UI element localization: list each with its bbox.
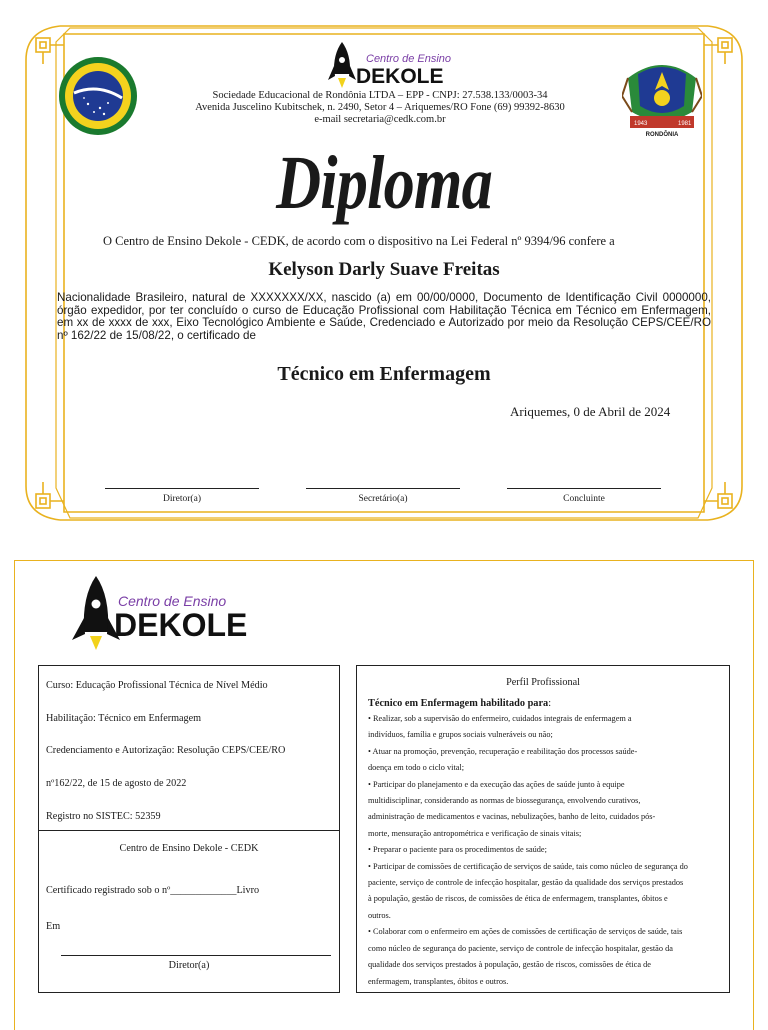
profile-line: morte, mensuração antropométrica e verificação de sinais vitais; — [368, 828, 582, 838]
professional-profile-box — [356, 665, 730, 993]
signature-label-secretary: Secretário(a) — [358, 494, 408, 504]
course-info-box — [38, 665, 340, 993]
profile-line: • Preparar o paciente para os procedimentos de saúde; — [368, 845, 547, 855]
header-company-line: Sociedade Educacional de Rondônia LTDA – EPP - CNPJ: 27.538.133/0003-34 — [212, 90, 548, 101]
profile-line: • Participar do planejamento e da execução das ações de saúde junto à equipe — [368, 779, 625, 789]
registry-signature-line — [61, 955, 331, 956]
coat-year-left: 1943 — [634, 121, 648, 127]
profile-line: enfermagem, transplantes, óbitos e outros. — [368, 976, 509, 986]
profile-line: • Realizar, sob a supervisão do enfermeiro, cuidados integrais de enfermagem a — [368, 714, 632, 723]
rondonia-coat-of-arms-icon — [622, 50, 702, 140]
registry-em: Em — [46, 921, 61, 932]
signature-line-secretary — [306, 488, 460, 489]
logo-large-small-text: Centro de Ensino — [118, 593, 227, 609]
profile-heading — [368, 698, 551, 709]
diploma-intro: O Centro de Ensino Dekole - CEDK, de acordo com o dispositivo na Lei Federal nº 9394/96 confere a — [103, 234, 615, 248]
field-habilitacao: Habilitação: Técnico em Enfermagem — [46, 713, 202, 724]
profile-line: qualidade dos serviços prestados à população, gestão de riscos, comissões de ética de — [368, 960, 651, 970]
rocket-icon — [328, 42, 356, 88]
diploma-body-text: Nacionalidade Brasileiro, natural de XXXXXXX/XX, nascido (a) em 00/00/0000, Documento de Identificação Civil 0000000, órgão expedidor, por ter concluído o curso de Educação Profissional com Habilitação Técnica em Técnico em Enfermagem, em xx de xxxx de xxx, Eixo Tecnológico Ambiente e Saúde, Credenciado e Autorizado por meio da Resolução CEPS/CEE/RO nº 162/22 de 15/08/22, o certificado de — [57, 291, 711, 342]
profile-line: • Atuar na promoção, prevenção, recuperação e reabilitação dos processos saúde- — [368, 746, 638, 756]
profile-line: doença em todo o ciclo vital; — [368, 763, 465, 773]
field-curso: Curso: Educação Profissional Técnica de Nível Médio — [46, 680, 268, 691]
logo-large-brand: DEKOLE — [114, 607, 248, 643]
dekole-logo — [326, 40, 454, 90]
field-sistec: Registro no SISTEC: 52359 — [46, 811, 161, 822]
signature-line-director — [105, 488, 259, 489]
course-name: Técnico em Enfermagem — [277, 363, 491, 385]
coat-label: RONDÔNIA — [645, 132, 679, 138]
profile-line: paciente, serviço de controle de infecção hospitalar, gestão da qualidade dos serviços prestados — [368, 878, 684, 888]
profile-line: • Colaborar com o enfermeiro em ações de comissões de certificação de serviços de saúde, tais — [368, 927, 683, 937]
signature-label-graduate: Concluinte — [563, 494, 605, 504]
field-resolucao-data: nº162/22, de 15 de agosto de 2022 — [46, 778, 187, 789]
profile-heading-bold: Técnico em Enfermagem habilitado para — [368, 698, 549, 709]
registry-signer: Diretor(a) — [168, 960, 210, 971]
header-address-line: Avenida Juscelino Kubitschek, n. 2490, Setor 4 – Ariquemes/RO Fone (69) 99392-8630 — [195, 102, 565, 113]
field-credenciamento: Credenciamento e Autorização: Resolução CEPS/CEE/RO — [46, 745, 286, 756]
box-divider — [39, 830, 339, 831]
brazil-seal-icon — [58, 56, 138, 136]
profile-line: indivíduos, família e grupos sociais vulneráveis ou não; — [368, 730, 553, 740]
signature-line-graduate — [507, 488, 661, 489]
logo-small-text: Centro de Ensino — [366, 53, 451, 65]
registry-title: Centro de Ensino Dekole - CEDK — [119, 843, 259, 854]
profile-line: multidisciplinar, considerando as normas de biossegurança, envolvendo curativos, — [368, 796, 641, 806]
profile-title: Perfil Profissional — [506, 677, 580, 688]
profile-line: administração de medicamentos e vacinas, nebulizações, banho de leito, cuidados pós- — [368, 812, 656, 822]
coat-year-right: 1981 — [678, 121, 692, 127]
date-place: Ariquemes, 0 de Abril de 2024 — [510, 404, 671, 419]
registry-line: Certificado registrado sob o nº_____________Livro — [46, 885, 260, 896]
rocket-icon — [72, 576, 120, 650]
profile-list — [368, 711, 720, 990]
profile-line: à população, gestão de riscos, de comissões de ética de enfermagem, transplantes, óbitos e — [368, 894, 668, 904]
student-name: Kelyson Darly Suave Freitas — [268, 259, 500, 280]
diploma-title: Diploma — [276, 141, 492, 225]
profile-line: • Participar de comissões de certificação de serviços de saúde, tais como núcleo de segurança do — [368, 861, 688, 871]
profile-heading-suffix: : — [548, 698, 552, 709]
header-email-line: e-mail secretaria@cedk.com.br — [314, 114, 446, 125]
dekole-logo-large — [70, 574, 266, 652]
signature-label-director: Diretor(a) — [163, 494, 201, 504]
profile-line: outros. — [368, 910, 391, 920]
logo-brand: DEKOLE — [356, 65, 444, 88]
profile-line: como núcleo de segurança do paciente, serviço de controle de infecção hospitalar, gestão da — [368, 943, 673, 953]
